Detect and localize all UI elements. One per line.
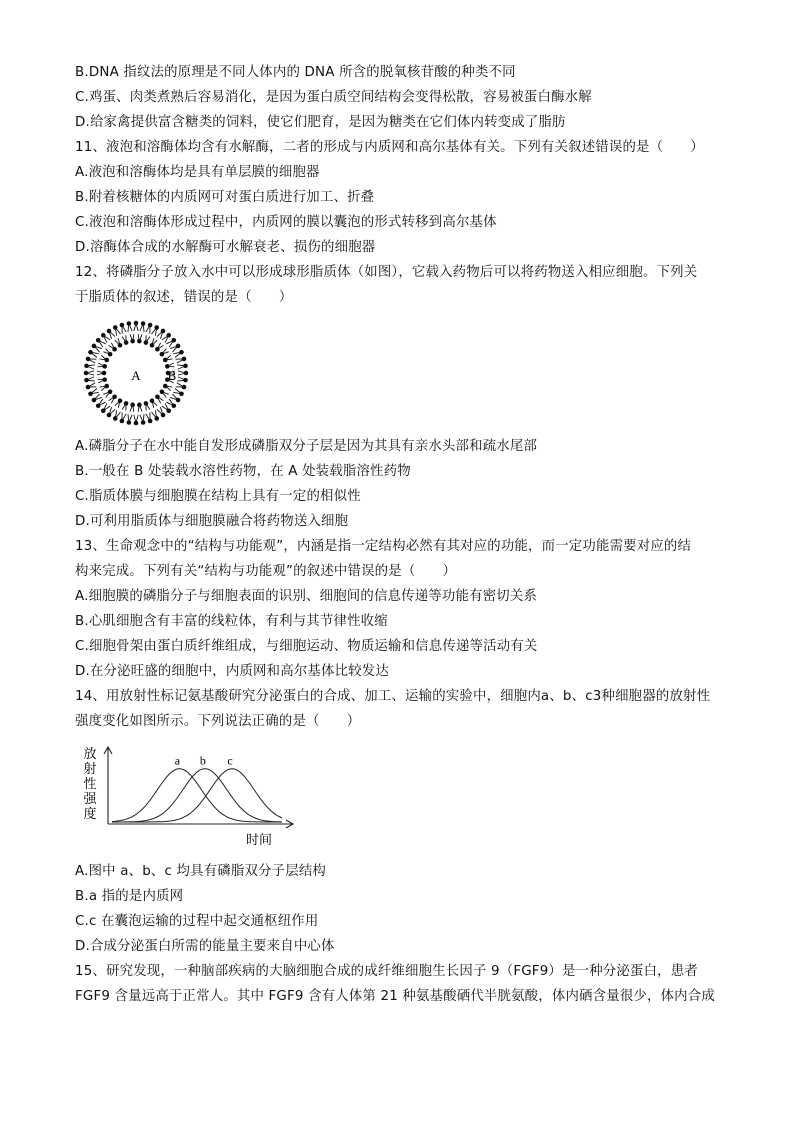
q15-stem-line2: FGF9 含量远高于正常人。其中 FGF9 含有人体第 21 种氨基酸硒代半胱氨酸，体内硒含量很少，体内合成 <box>75 989 715 1004</box>
inner-phospholipid <box>130 403 135 412</box>
q11-option-c: C.液泡和溶酶体形成过程中，内质网的膜以囊泡的形式转移到高尔基体 <box>75 215 497 230</box>
q14-option-b: B.a 指的是内质网 <box>75 889 184 904</box>
q14-option-c: C.c 在囊泡运输的过程中起交通枢纽作用 <box>75 914 319 929</box>
inner-phospholipid <box>137 334 142 343</box>
outer-phospholipid <box>101 403 110 413</box>
inner-phospholipid <box>100 355 109 362</box>
outer-phospholipid <box>86 357 97 364</box>
inner-phospholipid <box>160 349 169 357</box>
outer-phospholipid <box>152 410 160 421</box>
q13-option-b: B.心肌细胞含有丰富的线粒体，有利与其节律性收缩 <box>75 614 388 629</box>
inner-phospholipid <box>97 377 107 383</box>
q12-option-d: D.可利用脂质体与细胞膜融合将药物送入细胞 <box>75 514 349 529</box>
outer-phospholipid <box>92 394 102 402</box>
outer-phospholipid <box>152 325 160 336</box>
inner-phospholipid <box>150 398 157 407</box>
curve-a <box>112 769 282 822</box>
outer-phospholipid <box>173 350 184 358</box>
outer-phospholipid <box>92 344 102 352</box>
q11-option-d: D.溶酶体合成的水解酶可水解衰老、损伤的细胞器 <box>75 240 376 255</box>
curve-b <box>112 769 282 822</box>
q12-stem-line1: 12、将磷脂分子放入水中可以形成球形脂质体（如图），它载入药物后可以将药物送入相应细胞。下列关 <box>75 265 698 280</box>
q11-option-a: A.液泡和溶酶体均是具有单层膜的细胞器 <box>75 165 320 180</box>
q15-stem-line1: 15、研究发现，一种脑部疾病的大脑细胞合成的成纤维细胞生长因子 9（FGF9）是一种分泌蛋白，患者 <box>75 964 698 979</box>
inner-phospholipid <box>144 335 150 345</box>
inner-phospholipid <box>108 394 116 403</box>
inner-phospholipid <box>97 363 107 369</box>
outer-phospholipid <box>88 350 99 358</box>
outer-phospholipid <box>170 394 180 402</box>
liposome-label-a: A <box>131 368 141 383</box>
outer-phospholipid <box>146 323 153 334</box>
inner-phospholipid <box>115 338 122 347</box>
outer-phospholipid <box>127 414 133 425</box>
q13-option-d: D.在分泌旺盛的细胞中，内质网和高尔基体比较发达 <box>75 664 389 679</box>
y-axis-label-char: 放 <box>83 747 97 762</box>
inner-phospholipid <box>108 343 116 352</box>
outer-phospholipid <box>113 410 121 421</box>
x-axis-label: 时间 <box>246 833 273 848</box>
outer-phospholipid <box>113 325 121 336</box>
outer-phospholipid <box>107 329 115 339</box>
q14-option-a: A.图中 a、b、c 均具有磷脂双分子层结构 <box>75 864 327 879</box>
curves <box>112 754 282 822</box>
outer-phospholipid <box>162 403 171 413</box>
q14-option-d: D.合成分泌蛋白所需的能量主要来自中心体 <box>75 939 335 954</box>
inner-phospholipid <box>103 390 112 398</box>
liposome-label-b: B <box>167 368 177 383</box>
inner-phospholipid <box>155 343 163 352</box>
outer-phospholipid <box>120 413 127 424</box>
y-axis-label <box>83 747 97 822</box>
outer-phospholipid <box>177 377 188 383</box>
q12-option-b: B.一般在 B 处装载水溶性药物，在 A 处装载脂溶性药物 <box>75 464 411 479</box>
y-axis-label-char: 射 <box>83 762 97 777</box>
curve-label-b: b <box>199 753 206 768</box>
y-axis-label-char: 强 <box>83 792 97 807</box>
inner-phospholipid <box>122 335 128 345</box>
outer-phospholipid <box>120 323 127 334</box>
inner-phospholipid <box>115 398 122 407</box>
outer-phospholipid <box>176 383 187 390</box>
outer-phospholipid <box>146 413 153 424</box>
radioactivity-chart <box>78 744 298 852</box>
outer-phospholipid <box>170 344 180 352</box>
curve-label-c: c <box>227 753 233 768</box>
inner-phospholipid <box>163 384 172 391</box>
q12-stem-line2: 于脂质体的叙述，错误的是（ ） <box>75 290 293 305</box>
inner-phospholipid <box>137 403 142 412</box>
outer-phospholipid <box>166 338 176 347</box>
q13-stem-line1: 13、生命观念中的“结构与功能观”，内涵是指一定结构必然有其对应的功能，而一定功能需要对应的结 <box>75 539 692 554</box>
inner-phospholipid <box>97 371 106 376</box>
outer-phospholipid <box>96 399 106 408</box>
outer-phospholipid <box>101 333 110 343</box>
curve-c <box>112 769 282 822</box>
inner-phospholipid <box>103 349 112 357</box>
outer-phospholipid <box>84 371 94 376</box>
outer-phospholipid <box>134 321 139 331</box>
inner-phospholipid <box>160 390 169 398</box>
inner-phospholipid <box>122 401 128 411</box>
outer-phospholipid <box>134 415 139 425</box>
y-axis-label-char: 性 <box>83 777 97 792</box>
q14-stem-line2: 强度变化如图所示。下列说法正确的是（ ） <box>75 714 361 729</box>
outer-phospholipid <box>157 329 165 339</box>
outer-phospholipid <box>162 333 171 343</box>
q14-stem-line1: 14、用放射性标记氨基酸研究分泌蛋白的合成、加工、运输的实验中，细胞内a、b、c3种细胞器的放射性 <box>75 689 711 704</box>
outer-phospholipid <box>127 321 133 332</box>
curve-label-a: a <box>174 753 181 768</box>
outer-phospholipid <box>176 357 187 364</box>
outer-phospholipid <box>178 371 188 376</box>
outer-phospholipid <box>140 321 146 332</box>
q12-option-a: A.磷脂分子在水中能自发形成磷脂双分子层是因为其具有亲水头部和疏水尾部 <box>75 439 538 454</box>
outer-phospholipid <box>107 407 115 417</box>
q10-option-d: D.给家禽提供富含糖类的饲料，使它们肥育，是因为糖类在它们体内转变成了脂肪 <box>75 115 566 130</box>
liposome-figure <box>70 318 200 430</box>
y-axis-label-char: 度 <box>83 807 97 822</box>
outer-phospholipid <box>88 389 99 397</box>
outer-phospholipid <box>166 399 176 408</box>
outer-phospholipid <box>86 383 97 390</box>
q12-option-c: C.脂质体膜与细胞膜在结构上具有一定的相似性 <box>75 489 361 504</box>
outer-phospholipid <box>177 364 188 370</box>
inner-phospholipid <box>150 338 157 347</box>
outer-phospholipid <box>157 407 165 417</box>
outer-phospholipid <box>140 414 146 425</box>
outer-phospholipid <box>84 364 95 370</box>
outer-phospholipid <box>173 389 184 397</box>
q10-option-c: C.鸡蛋、肉类煮熟后容易消化，是因为蛋白质空间结构会变得松散，容易被蛋白酶水解 <box>75 90 592 105</box>
q13-option-a: A.细胞膜的磷脂分子与细胞表面的识别、细胞间的信息传递等功能有密切关系 <box>75 589 538 604</box>
q13-option-c: C.细胞骨架由蛋白质纤维组成，与细胞运动、物质运输和信息传递等活动有关 <box>75 639 538 654</box>
inner-phospholipid <box>100 384 109 391</box>
outer-phospholipid <box>84 377 95 383</box>
inner-phospholipid <box>163 355 172 362</box>
inner-phospholipid <box>130 334 135 343</box>
q11-option-b: B.附着核糖体的内质网可对蛋白质进行加工、折叠 <box>75 190 375 205</box>
outer-phospholipid <box>96 338 106 347</box>
inner-phospholipid <box>155 394 163 403</box>
q11-stem: 11、液泡和溶酶体均含有水解酶，二者的形成与内质网和高尔基体有关。下列有关叙述错误的是（ ） <box>75 140 705 155</box>
q13-stem-line2: 构来完成。下列有关“结构与功能观”的叙述中错误的是（ ） <box>75 564 457 579</box>
q10-option-b: B.DNA 指纹法的原理是不同人体内的 DNA 所含的脱氧核苷酸的种类不同 <box>75 65 516 80</box>
inner-phospholipid <box>144 401 150 411</box>
